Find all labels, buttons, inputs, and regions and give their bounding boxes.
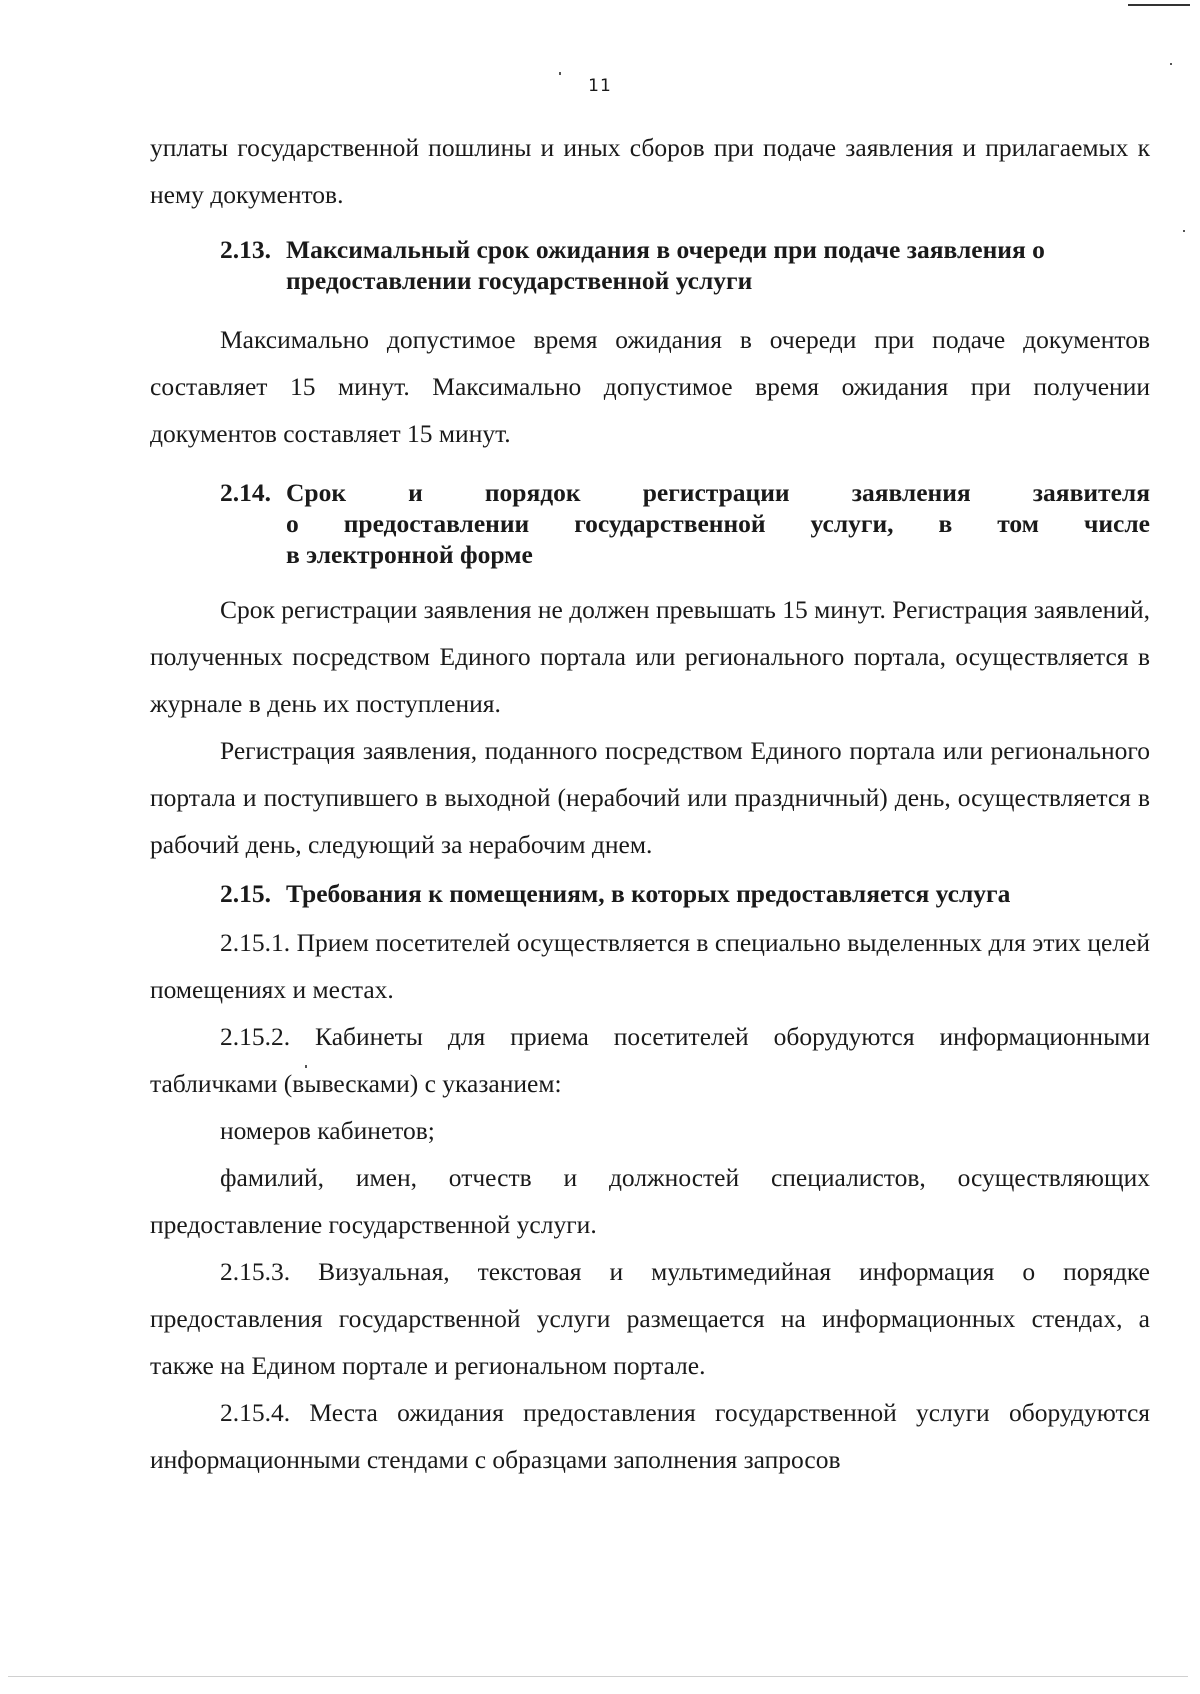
section-number: 2.15. (220, 879, 271, 908)
section-title-line: о предоставлении государственной услуги, в том числе (286, 509, 1150, 538)
paragraph: номеров кабинетов; (220, 1116, 435, 1145)
section-title-line: Максимальный срок ожидания в очереди при подаче заявления о (286, 235, 1045, 264)
paragraph: 2.15.4. Места ожидания предоставления государственной услуги оборудуются информационными стендами с образцами заполнения запросов (150, 1398, 1150, 1474)
section-number: 2.14. (220, 478, 271, 507)
scan-speck (559, 72, 561, 75)
document-body (150, 124, 1150, 1483)
section-title (286, 234, 1150, 296)
paragraph: Максимально допустимое время ожидания в очереди при подаче документов составляет 15 минут. Максимально допустимое время ожидания при получении документов составляет 15 минут. (150, 325, 1150, 448)
section-title (286, 878, 1150, 909)
paragraph: 2.15.2. Кабинеты для приема посетителей оборудуются информационными табличками (вывесками) с указанием: (150, 1022, 1150, 1098)
paragraph: фамилий, имен, отчеств и должностей специалистов, осуществляющих предоставление государственной услуги. (150, 1163, 1150, 1239)
section-title-line: в электронной форме (286, 540, 533, 569)
paragraph: Регистрация заявления, поданного посредством Единого портала или регионального портала и поступившего в выходной (нерабочий или праздничный) день, осуществляется в рабочий день, следующий за нерабочим днем. (150, 736, 1150, 859)
section-heading-2-15 (150, 878, 1150, 909)
paragraph: 2.15.1. Прием посетителей осуществляется в специально выделенных для этих целей помещениях и местах. (150, 928, 1150, 1004)
paragraph: 2.15.3. Визуальная, текстовая и мультимедийная информация о порядке предоставления государственной услуги размещается на информационных стендах, а также на Едином портале и региональном портале. (150, 1257, 1150, 1380)
scan-speck (1183, 230, 1185, 232)
scan-speck (305, 1065, 307, 1068)
section-heading-2-13 (150, 234, 1150, 296)
page-number: 11 (588, 76, 612, 96)
section-title-line: предоставлении государственной услуги (286, 266, 753, 295)
section-title-line: Требования к помещениям, в которых предоставляется услуга (286, 879, 1011, 908)
paragraph: Срок регистрации заявления не должен превышать 15 минут. Регистрация заявлений, полученных посредством Единого портала или регионального портала, осуществляется в журнале в день их поступления. (150, 595, 1150, 718)
section-heading-2-14 (150, 477, 1150, 570)
scan-bottom-edge (8, 1676, 1188, 1677)
section-title (286, 477, 1150, 570)
section-number: 2.13. (220, 235, 271, 264)
section-title-line: Срок и порядок регистрации заявления заявителя (286, 478, 1150, 507)
paragraph-continuation: уплаты государственной пошлины и иных сборов при подаче заявления и прилагаемых к нему документов. (150, 133, 1150, 209)
scan-corner-mark (1128, 4, 1190, 6)
scan-speck (1170, 63, 1172, 65)
